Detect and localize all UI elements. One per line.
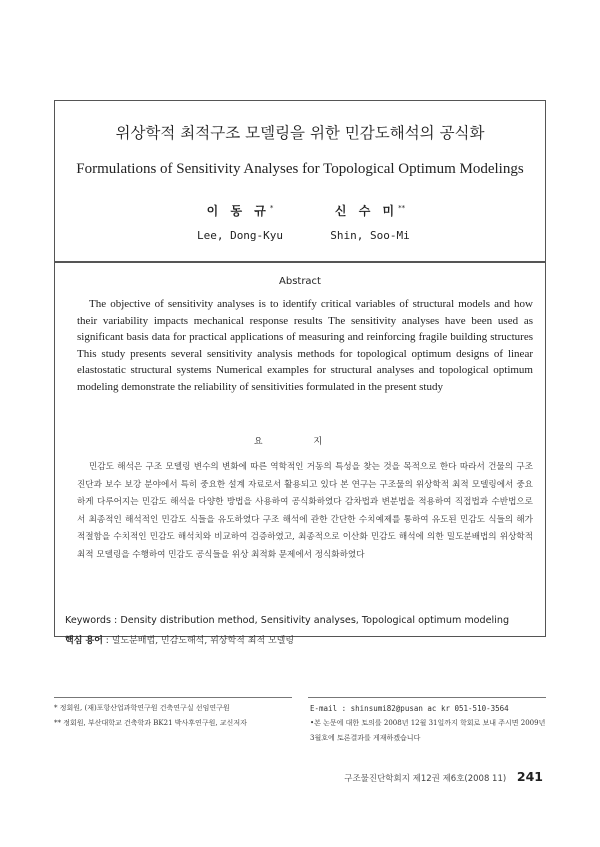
author-2-mark: ** — [398, 204, 406, 212]
footnotes-right — [310, 701, 550, 746]
keywords-english — [65, 615, 545, 626]
author-2 — [315, 202, 425, 242]
title-korean: 위상학적 최적구조 모델링을 위한 민감도해석의 공식화 — [115, 124, 485, 142]
keywords-values: Density distribution method, Sensitivity analyses, Topological optimum modeling — [120, 615, 510, 626]
keywords-korean — [65, 633, 545, 646]
title-box — [54, 100, 546, 262]
footnote-email: E-mail : shinsumi82@pusan ac kr 051-510-3564 — [310, 704, 509, 713]
author-1-english: Lee, Dong-Kyu — [196, 229, 284, 242]
footnote-notice: •본 논문에 대한 토의를 2008년 12월 31일까지 학회로 보내 주시면 2009년 3월호에 토론결과를 게재하겠습니다 — [310, 719, 546, 742]
author-2-english: Shin, Soo-Mi — [330, 229, 410, 242]
abstract-text: The objective of sensitivity analyses is to identify critical variables of structural models and how their variability impacts mechanical response results The sensitivity analyses have been used as significant basis data for practical applications of measuring and reinforcing fragile building structures This study presents several sensitivity analysis methods for topological optimum designs of linear elastostatic structural systems Numerical examples for structural analyses and topological optimum modeling demonstrate the reliability of sensitivities formulated in the present study — [77, 298, 533, 393]
page-number: 241 — [516, 769, 543, 784]
footnote-rule-right — [308, 697, 546, 698]
footnote-rule-left — [54, 697, 292, 698]
abstract-heading: Abstract — [279, 276, 321, 287]
keywords-ko-values: 밀도분배법, 민감도해석, 위상학적 최적 모델링 — [111, 636, 295, 646]
keywords-ko-label: 핵심 용어 — [65, 636, 103, 646]
keywords-label: Keywords — [65, 615, 111, 626]
abstract-box — [54, 262, 546, 646]
journal-info: 구조물진단학회지 제12권 제6호(2008 11) — [344, 774, 507, 784]
summary-heading: 요 지 — [253, 437, 347, 447]
page-footer — [344, 769, 543, 784]
title-english: Formulations of Sensitivity Analyses for Topological Optimum Modelings — [76, 161, 524, 177]
summary-text: 민감도 해석은 구조 모델링 변수의 변화에 따른 역학적인 거동의 특성을 찾는 것을 목적으로 한다 따라서 건물의 구조 진단과 보수 보강 분야에서 특히 중요한 설계 자료로서 활용되고 있다 본 연구는 구조물의 위상학적 최적 모델링에서 중요하게 다루어지는 민감도 해석을 다양한 방법을 사용하여 공식화하였다 감차법과 변분법을 적용하여 직접법과 수반법으로서 최종적인 해석적인 민감도 식들을 유도하였다 구조 해석에 관한 간단한 수치예제를 통하여 유도된 민감도 식들의 해가 적절함을 수치적인 민감도 해석치와 비교하여 검증하였고, 최종적으로 이산화 민감도 해석에 의한 밀도분배법의 위상학적 최적 모델링을 수행하여 민감도 공식들을 위상 최적화 문제에서 정식화하였다 — [77, 462, 533, 560]
keywords-ko-separator: : — [105, 636, 109, 646]
footnote-author-2: ** 정회원, 부산대학교 건축학과 BK21 박사후연구원, 교신저자 — [54, 719, 247, 727]
author-1-korean: 이 동 규* — [206, 204, 274, 218]
author-2-korean: 신 수 미** — [334, 204, 406, 218]
footnotes-left — [54, 701, 299, 731]
footnote-author-1: * 정회원, (재)포항산업과학연구원 건축연구실 선임연구원 — [54, 704, 230, 712]
author-1-mark: * — [269, 204, 274, 212]
keywords-separator: : — [114, 615, 118, 626]
author-1 — [185, 202, 295, 242]
